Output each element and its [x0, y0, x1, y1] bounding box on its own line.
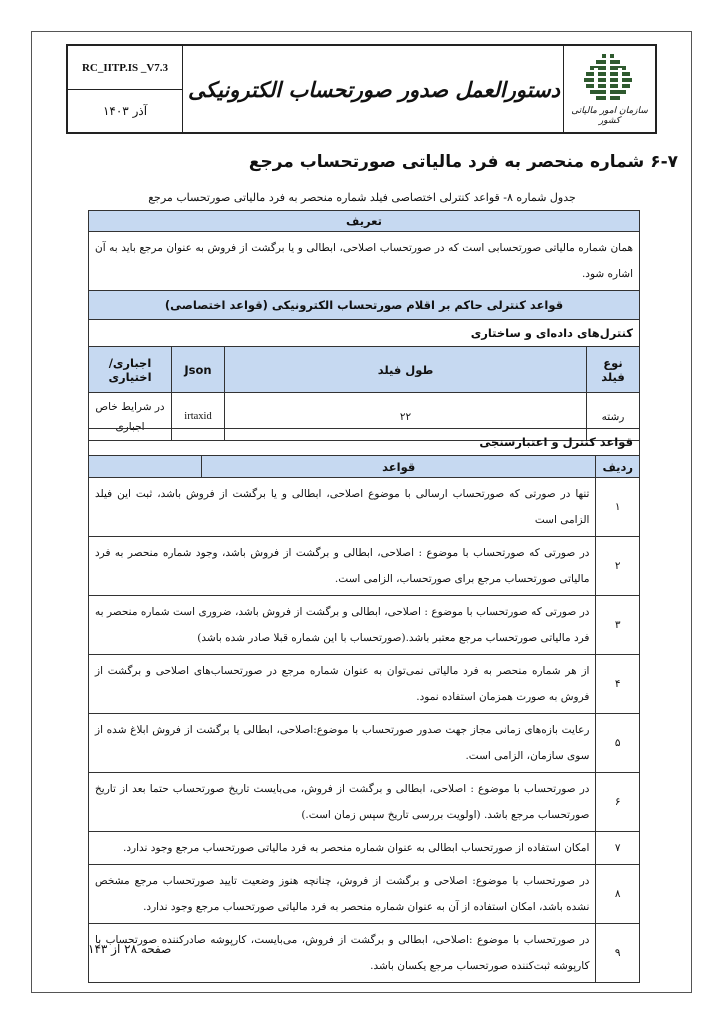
page-number: صفحه ۲۸ از ۱۴۳	[88, 942, 172, 956]
rule-text: تنها در صورتی که صورتحساب ارسالی با موضوع اصلاحی، ابطالی و یا برگشت از فروش باشد، ثبت این فیلد الزامی است	[89, 478, 596, 537]
structure-heading: کنترل‌های داده‌ای و ساختاری	[89, 320, 640, 347]
col-rule: قواعد	[202, 456, 596, 478]
rule-text: در صورتی که صورتحساب با موضوع : اصلاحی، ابطالی و برگشت از فروش باشد، ضروری است شماره منحصر به فرد مالیاتی صورتحساب مرجع معتبر باشد.(صورتحساب با این شماره قبلا صادر شده باشد)	[89, 596, 596, 655]
cell-mandatory: در شرایط خاص اجباری	[89, 393, 172, 441]
definition-text: همان شماره مالیاتی صورتحسابی است که در صورتحساب اصلاحی، ابطالی و یا برگشت از فروش به عنوان مرجع باید به آن اشاره شود.	[89, 232, 640, 291]
table-caption: جدول شماره ۸- قواعد کنترلی اختصاصی فیلد شماره منحصر به فرد مالیاتی صورتحساب مرجع	[148, 191, 576, 204]
rule-text: در صورتحساب با موضوع :اصلاحی، ابطالی و برگشت از فروش، می‌بایست، کارپوشه صادرکننده صورتحساب با کارپوشه ثبت‌کننده صورتحساب مرجع یکسان باشد.	[89, 924, 596, 983]
col-type: نوع فیلد	[587, 347, 640, 393]
cell-type: رشته	[587, 393, 640, 441]
rules-heading: قواعد کنترلی حاکم بر اقلام صورتحساب الکترونیکی (قواعد اختصاصی)	[89, 291, 640, 320]
document-code: RC_IITP.IS _V7.3	[68, 46, 182, 90]
rule-number: ۴	[596, 655, 640, 714]
definition-table	[88, 210, 640, 441]
section-title: ۶-۷ شماره منحصر به فرد مالیاتی صورتحساب مرجع	[248, 152, 678, 172]
definition-heading: تعریف	[89, 211, 640, 232]
rule-text: از هر شماره منحصر به فرد مالیاتی نمی‌توان به عنوان شماره مرجع در صورتحساب‌های اصلاحی و برگشت از فروش به صورت همزمان استفاده نمود.	[89, 655, 596, 714]
rule-text: امکان استفاده از صورتحساب ابطالی به عنوان شماره منحصر به فرد مالیاتی صورتحساب مرجع وجود ندارد.	[89, 832, 596, 865]
org-name: سازمان امور مالیاتی کشور	[571, 106, 648, 126]
rule-number: ۲	[596, 537, 640, 596]
col-mandatory: اجباری/ اختیاری	[89, 347, 172, 393]
document-date: آذر ۱۴۰۳	[102, 104, 148, 118]
rule-text: رعایت بازه‌های زمانی مجاز جهت صدور صورتحساب با موضوع:اصلاحی، ابطالی یا برگشت از فروش ابلاغ شده از سوی سازمان، الزامی است.	[89, 714, 596, 773]
rule-number: ۵	[596, 714, 640, 773]
rule-text: در صورتحساب با موضوع: اصلاحی و برگشت از فروش، چنانچه هنوز وضعیت تایید صورتحساب مرجع مشخص نشده باشد، امکان استفاده از آن به عنوان شماره منحصر به فرد مالیاتی صورتحساب مرجع وجود ندارد.	[89, 865, 596, 924]
cell-json: irtaxid	[172, 393, 225, 441]
header-meta	[68, 46, 183, 132]
validation-heading: قواعد کنترل و اعتبارسنجی	[89, 429, 640, 456]
col-empty	[89, 456, 202, 478]
rule-number: ۸	[596, 865, 640, 924]
col-json: Json	[172, 347, 225, 393]
document-header	[66, 44, 657, 134]
cell-length: ۲۲	[225, 393, 587, 441]
rule-number: ۳	[596, 596, 640, 655]
validation-table	[88, 428, 640, 983]
document-title: دستورالعمل صدور صورتحساب الکترونیکی	[187, 76, 561, 102]
rule-text: در صورتحساب با موضوع : اصلاحی، ابطالی و برگشت از فروش، می‌بایست تاریخ صورتحساب حتما بعد از تاریخ صورتحساب مرجع باشد. (اولویت بررسی تاریخ سپس زمان است.)	[89, 773, 596, 832]
col-row-number: ردیف	[596, 456, 640, 478]
logo-emblem-icon	[582, 54, 634, 104]
rule-number: ۹	[596, 924, 640, 983]
rule-text: در صورتی که صورتحساب با موضوع : اصلاحی، ابطالی و برگشت از فروش باشد، وجود شماره منحصر به فرد مالیاتی صورتحساب مرجع برای صورتحساب، الزامی است.	[89, 537, 596, 596]
rule-number: ۱	[596, 478, 640, 537]
org-logo	[563, 46, 655, 132]
rule-number: ۶	[596, 773, 640, 832]
rule-number: ۷	[596, 832, 640, 865]
col-length: طول فیلد	[225, 347, 587, 393]
